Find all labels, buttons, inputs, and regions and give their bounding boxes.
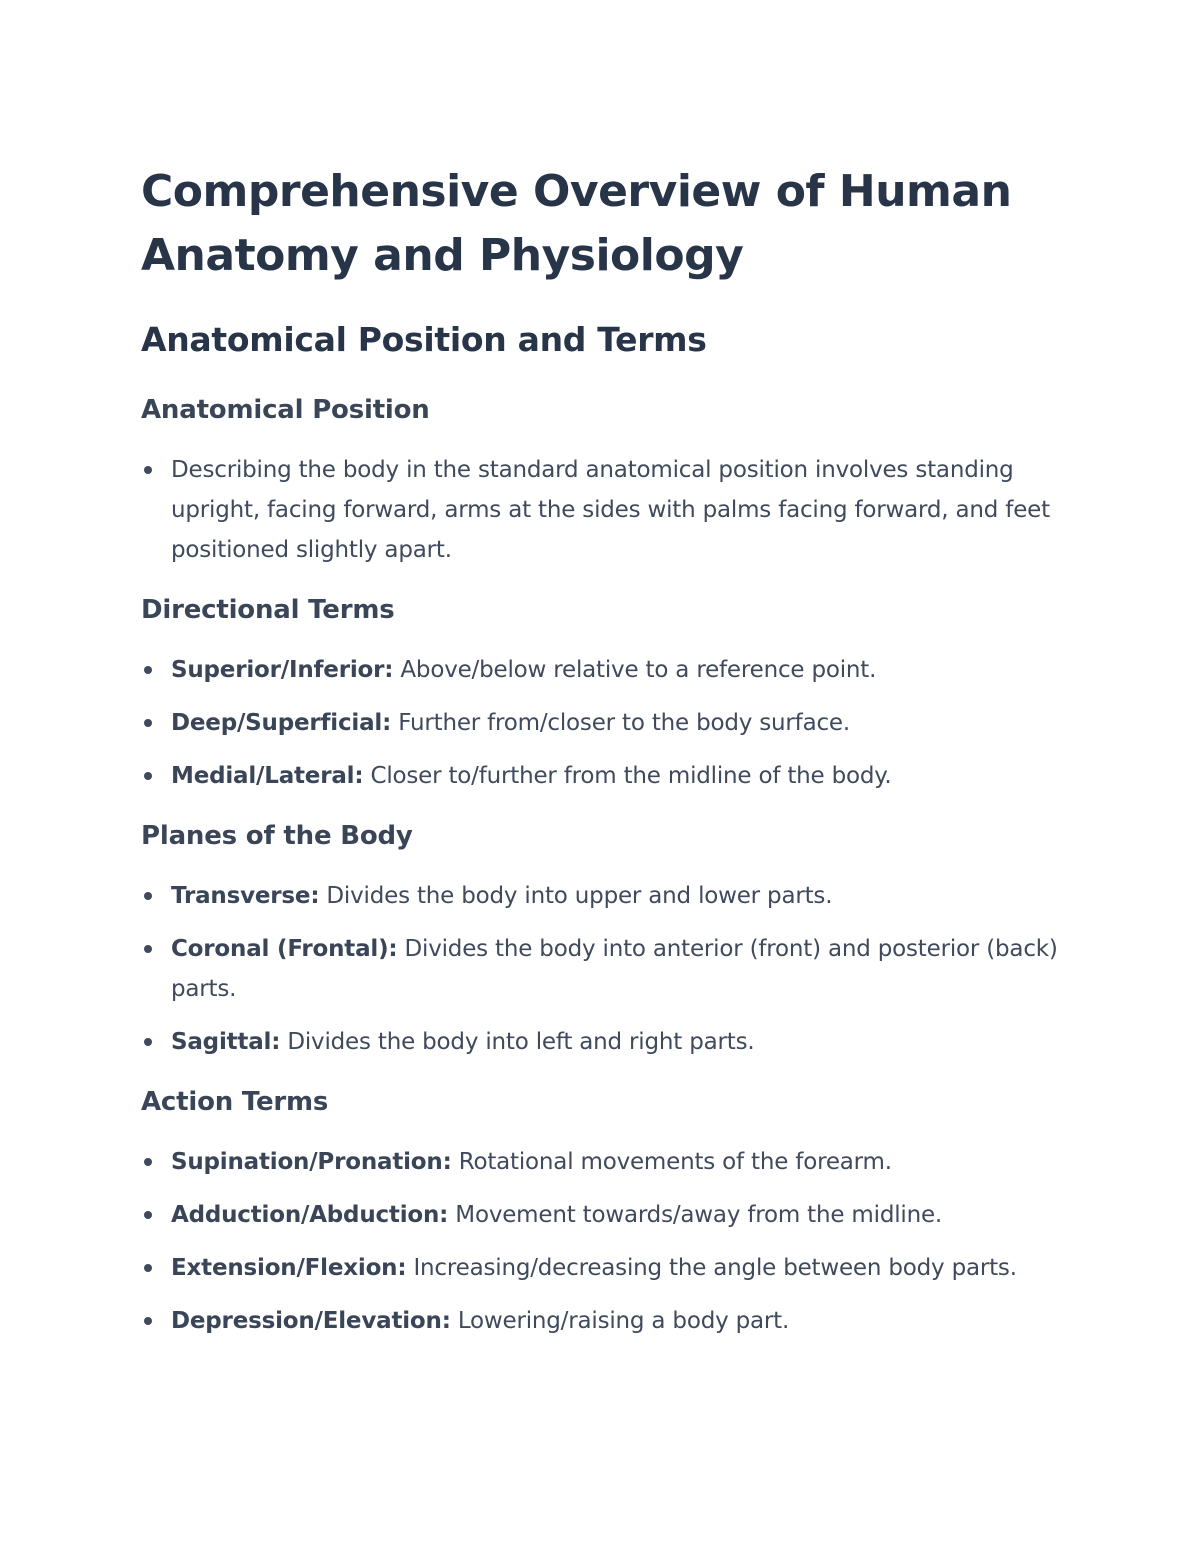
item-term: Transverse:	[171, 883, 320, 909]
subsection-title-anatomical-position: Anatomical Position	[141, 395, 430, 425]
list-item	[141, 1022, 1061, 1062]
bullet-icon	[144, 1038, 152, 1046]
item-text: Movement towards/away from the midline.	[448, 1202, 943, 1228]
item-text: Divides the body into anterior (front) and posterior (back) parts.	[171, 936, 1058, 1002]
item-text: Lowering/raising a body part.	[450, 1308, 790, 1334]
list-item	[141, 650, 1061, 690]
bullet-icon	[144, 1158, 152, 1166]
list-item	[141, 1301, 1061, 1341]
section-title: Anatomical Position and Terms	[141, 320, 707, 359]
item-text: Rotational movements of the forearm.	[451, 1149, 892, 1175]
subsection-title-action-terms: Action Terms	[141, 1087, 329, 1117]
item-term: Coronal (Frontal):	[171, 936, 398, 962]
list-item	[141, 1142, 1061, 1182]
bullet-icon	[144, 1317, 152, 1325]
item-term: Extension/Flexion:	[171, 1255, 407, 1281]
bullet-icon	[144, 466, 152, 474]
list-item	[141, 450, 1061, 570]
item-text: Divides the body into upper and lower parts.	[319, 883, 833, 909]
item-term: Superior/Inferior:	[171, 657, 394, 683]
item-text: Divides the body into left and right parts.	[280, 1029, 755, 1055]
item-term: Supination/Pronation:	[171, 1149, 452, 1175]
item-text: Further from/closer to the body surface.	[391, 710, 850, 736]
item-term: Adduction/Abduction:	[171, 1202, 449, 1228]
item-text: Above/below relative to a reference point.	[393, 657, 877, 683]
item-term: Depression/Elevation:	[171, 1308, 451, 1334]
list-item	[141, 756, 1061, 796]
bullet-icon	[144, 666, 152, 674]
list-item	[141, 929, 1061, 1009]
anatomical-position-list	[141, 450, 1061, 570]
directional-terms-list	[141, 650, 1061, 796]
bullet-icon	[144, 945, 152, 953]
planes-list	[141, 876, 1061, 1062]
bullet-icon	[144, 1264, 152, 1272]
bullet-icon	[144, 772, 152, 780]
list-item	[141, 1195, 1061, 1235]
subsection-title-directional-terms: Directional Terms	[141, 595, 395, 625]
item-text: Describing the body in the standard anatomical position involves standing upright, facing forward, arms at the sides with palms facing forward, and feet positioned slightly apart.	[171, 457, 1050, 563]
bullet-icon	[144, 892, 152, 900]
item-text: Closer to/further from the midline of the body.	[363, 763, 892, 789]
action-terms-list	[141, 1142, 1061, 1341]
item-term: Sagittal:	[171, 1029, 281, 1055]
subsection-title-planes-of-the-body: Planes of the Body	[141, 821, 413, 851]
list-item	[141, 1248, 1061, 1288]
list-item	[141, 876, 1061, 916]
document-page	[141, 160, 1061, 1341]
item-term: Deep/Superficial:	[171, 710, 392, 736]
bullet-icon	[144, 1211, 152, 1219]
bullet-icon	[144, 719, 152, 727]
list-item	[141, 703, 1061, 743]
item-text: Increasing/decreasing the angle between body parts.	[406, 1255, 1017, 1281]
document-title: Comprehensive Overview of Human Anatomy and Physiology	[141, 166, 1012, 281]
item-term: Medial/Lateral:	[171, 763, 364, 789]
